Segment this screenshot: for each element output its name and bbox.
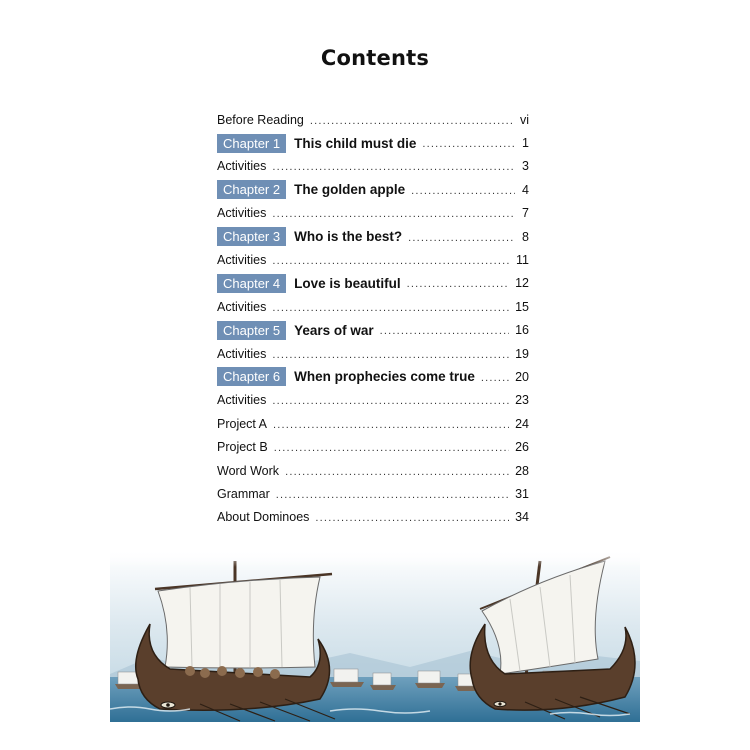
chapter-badge: Chapter 4 bbox=[217, 274, 286, 293]
toc-row-activities-3[interactable] bbox=[217, 248, 529, 271]
chapter-title: Love is beautiful bbox=[294, 275, 401, 291]
toc-row-activities-2[interactable] bbox=[217, 202, 529, 225]
dot-leader bbox=[380, 325, 509, 337]
toc-row-activities-4[interactable] bbox=[217, 295, 529, 318]
toc-page-number: 28 bbox=[515, 463, 529, 478]
toc-page-number: 31 bbox=[515, 486, 529, 501]
table-of-contents bbox=[217, 108, 529, 529]
toc-page-number: 23 bbox=[515, 393, 529, 408]
chapter-badge: Chapter 5 bbox=[217, 321, 286, 340]
dot-leader bbox=[272, 349, 509, 361]
chapter-title: The golden apple bbox=[294, 182, 406, 198]
chapter-title: Years of war bbox=[294, 322, 374, 338]
toc-row-word-work[interactable] bbox=[217, 459, 529, 482]
toc-page-number: 4 bbox=[522, 182, 529, 197]
dot-leader bbox=[273, 419, 509, 431]
toc-page-number: 8 bbox=[522, 229, 529, 244]
toc-row-grammar[interactable] bbox=[217, 482, 529, 505]
dot-leader bbox=[285, 466, 509, 478]
toc-page-number: 34 bbox=[515, 510, 529, 525]
chapter-title: When prophecies come true bbox=[294, 369, 475, 385]
toc-row-chapter-5[interactable] bbox=[217, 319, 529, 342]
chapter-badge: Chapter 1 bbox=[217, 134, 286, 153]
dot-leader bbox=[407, 278, 509, 290]
toc-page-number: 20 bbox=[515, 369, 529, 384]
toc-page-number: vi bbox=[519, 112, 529, 127]
toc-page-number: 26 bbox=[515, 440, 529, 455]
toc-page-number: 19 bbox=[515, 346, 529, 361]
dot-leader bbox=[276, 489, 509, 501]
chapter-title: Who is the best? bbox=[294, 229, 403, 245]
chapter-badge: Chapter 6 bbox=[217, 367, 286, 386]
toc-page-number: 7 bbox=[522, 206, 529, 221]
dot-leader bbox=[272, 161, 515, 173]
toc-page-number: 3 bbox=[522, 159, 529, 174]
dot-leader bbox=[272, 302, 509, 314]
dot-leader bbox=[422, 138, 515, 150]
dot-leader bbox=[315, 512, 509, 524]
toc-label: Activities bbox=[217, 253, 267, 268]
dot-leader bbox=[272, 208, 515, 220]
ships-illustration bbox=[110, 549, 640, 722]
chapter-badge: Chapter 3 bbox=[217, 227, 286, 246]
toc-label: Activities bbox=[217, 159, 267, 174]
toc-row-chapter-2[interactable] bbox=[217, 178, 529, 201]
page-title: Contents bbox=[320, 46, 430, 70]
toc-row-chapter-1[interactable] bbox=[217, 131, 529, 154]
toc-page-number: 1 bbox=[522, 136, 529, 151]
toc-label: Activities bbox=[217, 206, 267, 221]
chapter-badge: Chapter 2 bbox=[217, 180, 286, 199]
toc-label: About Dominoes bbox=[217, 510, 310, 525]
toc-label: Activities bbox=[217, 299, 267, 314]
toc-label: Before Reading bbox=[217, 112, 304, 127]
dot-leader bbox=[481, 372, 509, 384]
toc-page-number: 11 bbox=[516, 253, 529, 268]
dot-leader bbox=[408, 232, 515, 244]
toc-row-about-dominoes[interactable] bbox=[217, 506, 529, 529]
toc-row-before-reading[interactable] bbox=[217, 108, 529, 131]
toc-row-project-a[interactable] bbox=[217, 412, 529, 435]
dot-leader bbox=[272, 255, 510, 267]
left-ship-sail bbox=[158, 577, 320, 668]
toc-label: Activities bbox=[217, 393, 267, 408]
toc-row-chapter-4[interactable] bbox=[217, 272, 529, 295]
dot-leader bbox=[274, 442, 509, 454]
toc-label: Grammar bbox=[217, 486, 270, 501]
toc-row-activities-1[interactable] bbox=[217, 155, 529, 178]
dot-leader bbox=[272, 395, 509, 407]
dot-leader bbox=[411, 185, 515, 197]
top-fade bbox=[110, 549, 640, 567]
toc-row-chapter-3[interactable] bbox=[217, 225, 529, 248]
toc-row-activities-6[interactable] bbox=[217, 389, 529, 412]
toc-page-number: 16 bbox=[515, 323, 529, 338]
toc-label: Project B bbox=[217, 440, 268, 455]
toc-page-number: 24 bbox=[515, 416, 529, 431]
toc-page-number: 12 bbox=[515, 276, 529, 291]
toc-label: Word Work bbox=[217, 463, 280, 478]
toc-row-project-b[interactable] bbox=[217, 435, 529, 458]
toc-label: Activities bbox=[217, 346, 267, 361]
toc-label: Project A bbox=[217, 416, 268, 431]
chapter-title: This child must die bbox=[294, 135, 417, 151]
toc-page-number: 15 bbox=[515, 299, 529, 314]
toc-row-activities-5[interactable] bbox=[217, 342, 529, 365]
toc-row-chapter-6[interactable] bbox=[217, 365, 529, 388]
dot-leader bbox=[310, 115, 514, 127]
